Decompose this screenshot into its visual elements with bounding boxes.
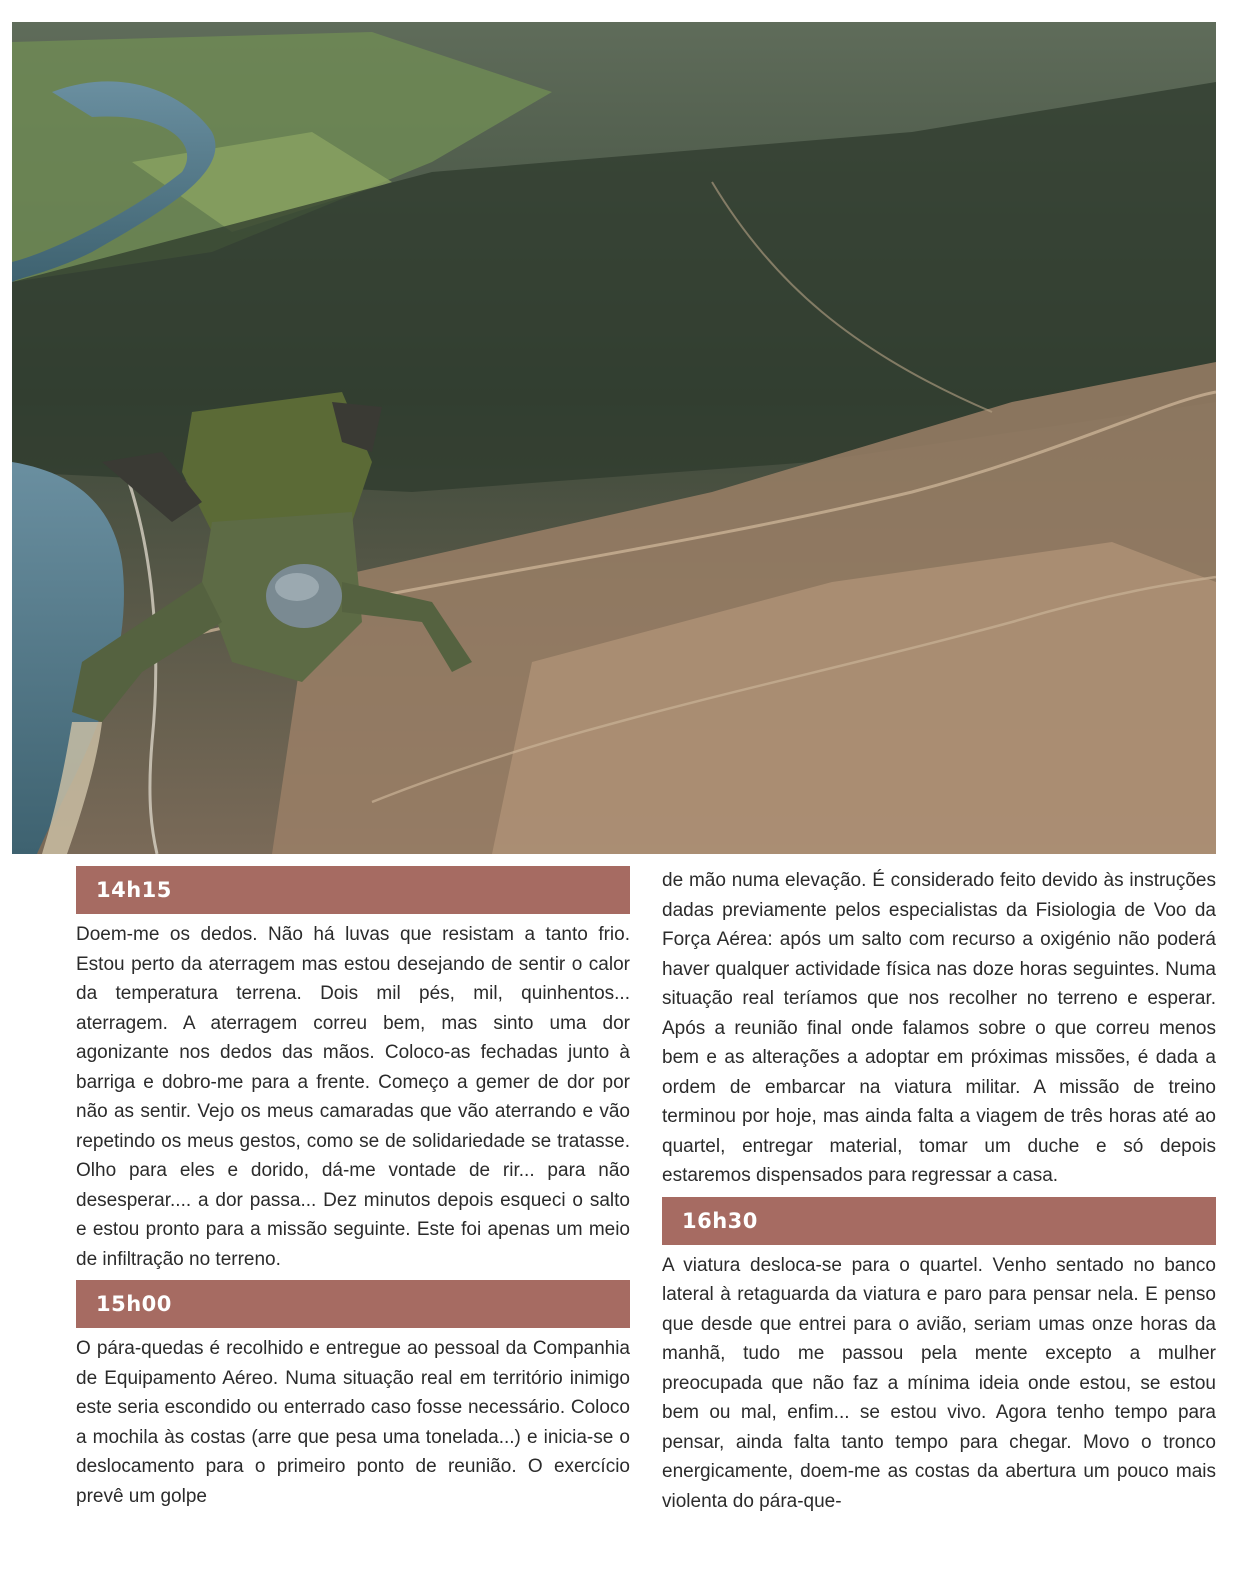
section-heading-15h00: 15h00 bbox=[76, 1280, 630, 1328]
section-text-15h00: O pára-quedas é recolhido e entregue ao pessoal da Companhia de Equipamento Aéreo. Numa situação real em território inimigo este seria escondido ou enterrado caso fosse necessário. Coloco a mochila às costas (arre que pesa uma tonelada...) e inicia-se o deslocamento para o primeiro ponto de reunião. O exercício prevê um golpe bbox=[76, 1338, 630, 1507]
section-text-15h00-continued: de mão numa elevação. É considerado feito devido às instruções dadas previamente pelos especialistas da Fisiologia de Voo da Força Aérea: após um salto com recurso a oxigénio não poderá haver qualquer actividade física nas doze horas seguintes. Numa situação real teríamos que nos recolher no terreno e esperar. Após a reunião final onde falamos sobre o que correu menos bem e as alterações a adoptar em próximas missões, é dada a ordem de embarcar na viatura militar. A missão de treino terminou por hoje, mas ainda falta a viagem de três horas até ao quartel, entregar material, tomar um duche e só depois estaremos dispensados para regressar a casa. bbox=[662, 870, 1216, 1186]
aerial-photo bbox=[12, 22, 1216, 854]
section-text-16h30: A viatura desloca-se para o quartel. Venho sentado no banco lateral à retaguarda da viatura e paro para pensar nela. E penso que desde que entrei para o avião, seriam umas onze horas da manhã, tudo me passou pela mente excepto a mulher preocupada que não faz a mínima ideia onde estou, se estou bem ou mal, enfim... se estou vivo. Agora tenho tempo para pensar, ainda falta tanto tempo para chegar. Movo o tronco energicamente, doem-me as costas da abertura um pouco mais violenta do pára-que- bbox=[662, 1254, 1216, 1512]
left-column bbox=[76, 866, 630, 1511]
right-column bbox=[662, 866, 1216, 1516]
section-heading-16h30: 16h30 bbox=[662, 1197, 1216, 1245]
section-heading-14h15: 14h15 bbox=[76, 866, 630, 914]
section-text-14h15: Doem-me os dedos. Não há luvas que resistam a tanto frio. Estou perto da aterragem mas estou desejando de sentir o calor da temperatura terrena. Dois mil pés, mil, quinhentos... aterragem. A aterragem correu bem, mas sinto uma dor agonizante nos dedos das mãos. Coloco-as fechadas junto à barriga e dobro-me para a frente. Começo a gemer de dor por não as sentir. Vejo os meus camaradas que vão aterrando e vão repetindo os meus gestos, como se de solidariedade se tratasse. Olho para eles e dorido, dá-me vontade de rir... para não desesperar.... a dor passa... Dez minutos depois esqueci o salto e estou pronto para a missão seguinte. Este foi apenas um meio de infiltração no terreno. bbox=[76, 924, 630, 1270]
photo-icon bbox=[12, 22, 1216, 854]
